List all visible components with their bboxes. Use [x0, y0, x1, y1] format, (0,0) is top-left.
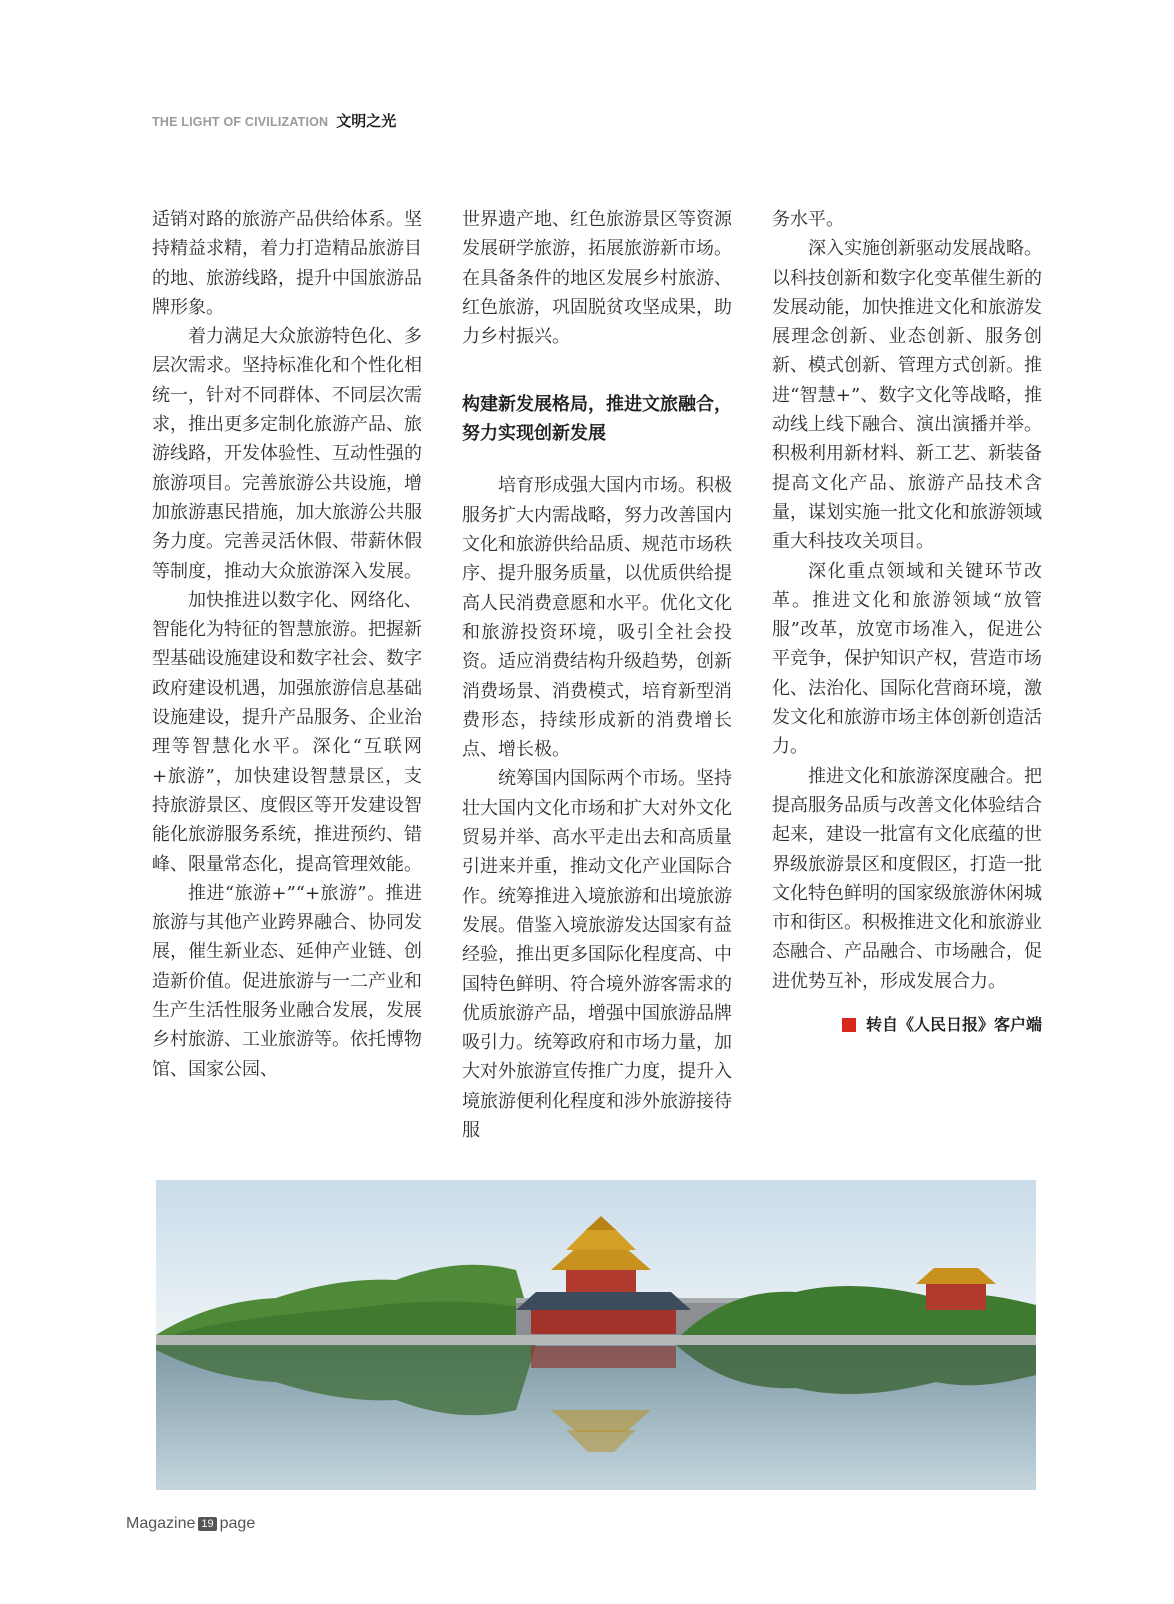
running-header: [152, 110, 396, 134]
section-heading-line-1: 构建新发展格局，推进文旅融合，: [462, 394, 732, 416]
paragraph: 加快推进以数字化、网络化、智能化为特征的智慧旅游。把握新型基础设施建设和数字社会、数字政府建设机遇，加强旅游信息基础设施建设，提升产品服务、企业治理等智慧化水平。深化“互联网+旅游”，加快建设智慧景区，支持旅游景区、度假区等开发建设智能化旅游服务系统，推进预约、错峰、限量常态化，提高管理效能。: [152, 589, 422, 875]
footer-magazine-label: Magazine: [126, 1515, 196, 1532]
source-text: 转自《人民日报》客户端: [865, 1015, 1042, 1035]
paragraph: 推进“旅游+”“+旅游”。推进旅游与其他产业跨界融合、协同发展，催生新业态、延伸产业链、创造新价值。促进旅游与一二产业和生产生活性服务业融合发展，发展乡村旅游、工业旅游等。依托博物馆、国家公园、: [152, 882, 422, 1080]
paragraph: 适销对路的旅游产品供给体系。坚持精益求精，着力打造精品旅游目的地、旅游线路，提升中国旅游品牌形象。: [152, 209, 422, 318]
paragraph: 着力满足大众旅游特色化、多层次需求。坚持标准化和个性化相统一，针对不同群体、不同层次需求，推出更多定制化旅游产品、旅游线路，开发体验性、互动性强的旅游项目。完善旅游公共设施，增加旅游惠民措施，加大旅游公共服务力度。完善灵活休假、带薪休假等制度，推动大众旅游深入发展。: [152, 326, 422, 582]
section-heading: [462, 390, 732, 448]
paragraph: 务水平。: [772, 209, 844, 230]
text-column-2: [462, 205, 732, 1145]
paragraph: 推进文化和旅游深度融合。把提高服务品质与改善文化体验结合起来，建设一批富有文化底蕴的世界级旅游景区和度假区，打造一批文化特色鲜明的国家级旅游休闲城市和街区。积极推进文化和旅游业态融合、产品融合、市场融合，促进优势互补，形成发展合力。: [772, 765, 1042, 992]
source-credit: [772, 1010, 1042, 1039]
section-heading-line-2: 努力实现创新发展: [462, 423, 606, 445]
header-english: THE LIGHT OF CIVILIZATION: [152, 115, 329, 129]
page-number: 19: [198, 1517, 216, 1531]
paragraph: 培育形成强大国内市场。积极服务扩大内需战略，努力改善国内文化和旅游供给品质、规范市场秩序、提升服务质量，以优质供给提高人民消费意愿和水平。优化文化和旅游投资环境，吸引全社会投资。适应消费结构升级趋势，创新消费场景、消费模式，培育新型消费形态，持续形成新的消费增长点、增长极。: [462, 475, 732, 761]
text-column-3: [772, 205, 1042, 1039]
text-column-1: [152, 205, 422, 1084]
paragraph: 统筹国内国际两个市场。坚持壮大国内文化市场和扩大对外文化贸易并举、高水平走出去和高质量引进来并重，推动文化产业国际合作。统筹推进入境旅游和出境旅游发展。借鉴入境旅游发达国家有益经验，推出更多国际化程度高、中国特色鲜明、符合境外游客需求的优质旅游产品，增强中国旅游品牌吸引力。统筹政府和市场力量，加大对外旅游宣传推广力度，提升入境旅游便利化程度和涉外旅游接待服: [462, 768, 732, 1142]
page-footer: [126, 1515, 255, 1533]
footer-page-label: page: [219, 1515, 256, 1532]
header-chinese: 文明之光: [336, 112, 397, 130]
paragraph: 世界遗产地、红色旅游景区等资源发展研学旅游，拓展旅游新市场。在具备条件的地区发展乡村旅游、红色旅游，巩固脱贫攻坚成果，助力乡村振兴。: [462, 209, 732, 348]
paragraph: 深入实施创新驱动发展战略。以科技创新和数字化变革催生新的发展动能，加快推进文化和旅游发展理念创新、业态创新、服务创新、模式创新、管理方式创新。推进“智慧+”、数字文化等战略，推动线上线下融合、演出演播并举。积极利用新材料、新工艺、新装备提高文化产品、旅游产品技术含量，谋划实施一批文化和旅游领域重大科技攻关项目。: [772, 238, 1042, 553]
paragraph: 深化重点领域和关键环节改革。推进文化和旅游领域“放管服”改革，放宽市场准入，促进公平竞争，保护知识产权，营造市场化、法治化、国际化营商环境，激发文化和旅游市场主体创新创造活力。: [772, 560, 1042, 758]
forbidden-city-corner-tower-photo: [156, 1180, 1036, 1490]
red-square-icon: [842, 1018, 856, 1032]
